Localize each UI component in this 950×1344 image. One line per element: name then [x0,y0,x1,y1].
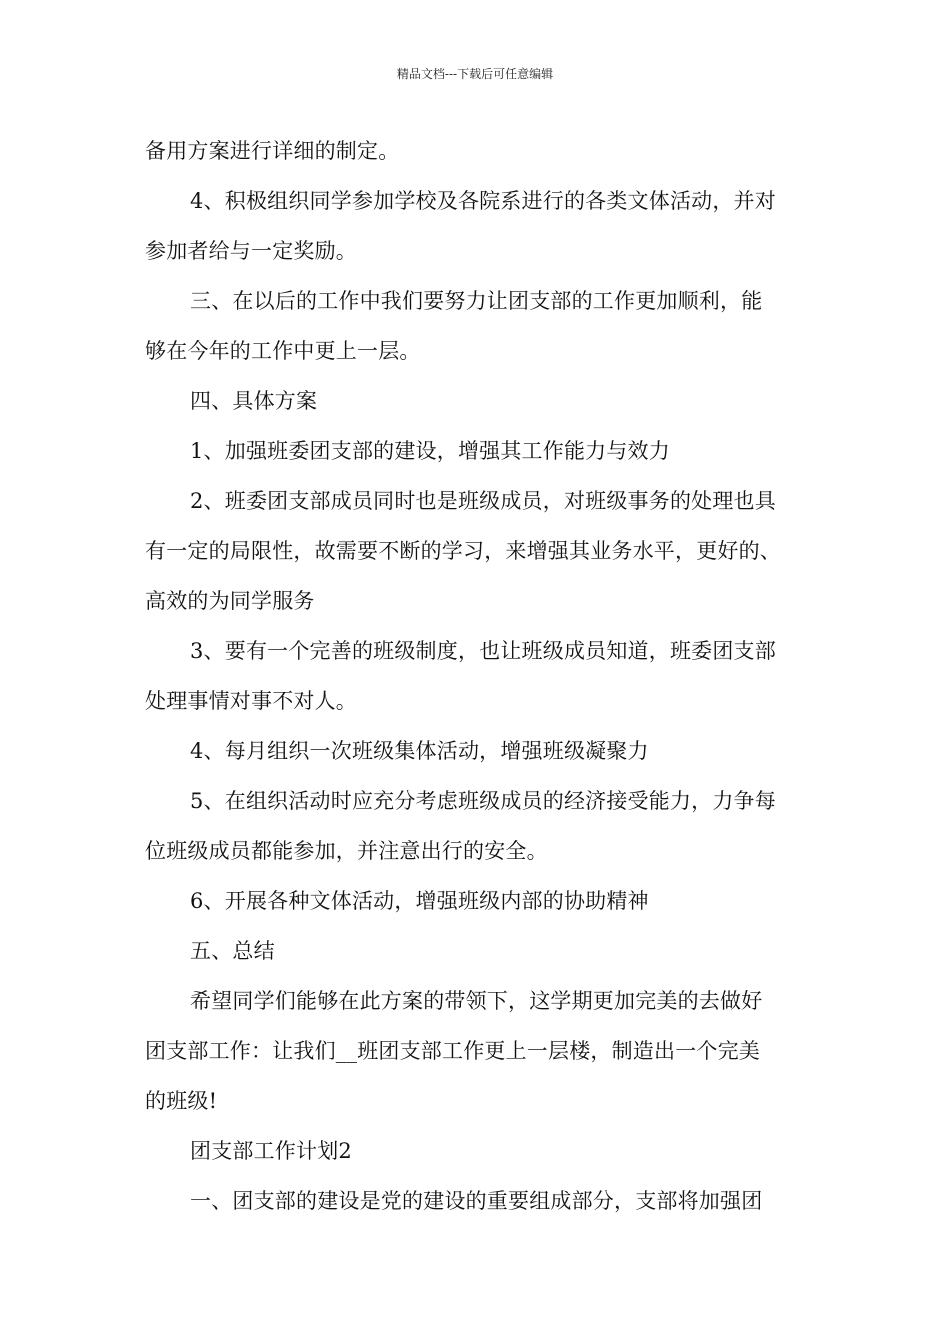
paragraph-line: 3、要有一个完善的班级制度，也让班级成员知道，班委团支部 [190,639,776,663]
paragraph-line: 参加者给与一定奖励。 [145,239,357,263]
paragraph-line: 2、班委团支部成员同时也是班级成员，对班级事务的处理也具 [190,489,776,513]
document-body [145,126,825,1226]
paragraph-line: 够在今年的工作中更上一层。 [145,339,421,363]
paragraph-line: 1、加强班委团支部的建设，增强其工作能力与效力 [190,439,670,463]
paragraph-line: 希望同学们能够在此方案的带领下，这学期更加完美的去做好 [190,989,763,1013]
section-title: 团支部工作计划2 [190,1139,352,1163]
paragraph-line: 5、在组织活动时应充分考虑班级成员的经济接受能力，力争每 [190,789,776,813]
paragraph-line: 处理事情对事不对人。 [145,689,357,713]
paragraph-line: 4、每月组织一次班级集体活动，增强班级凝聚力 [190,739,649,763]
paragraph-line: 高效的为同学服务 [145,589,315,613]
paragraph-line: 的班级! [145,1089,218,1113]
paragraph-line: 有一定的局限性，故需要不断的学习，来增强其业务水平，更好的、 [145,539,781,563]
paragraph-line: 三、在以后的工作中我们要努力让团支部的工作更加顺利，能 [190,289,763,313]
paragraph-line: 团支部工作：让我们__班团支部工作更上一层楼，制造出一个完美 [145,1039,760,1063]
paragraph-line: 6、开展各种文体活动，增强班级内部的协助精神 [190,889,649,913]
section-heading: 四、具体方案 [190,389,318,413]
page-header: 精品文档---下载后可任意编辑 [396,67,554,81]
paragraph-line: 4、积极组织同学参加学校及各院系进行的各类文体活动，并对 [190,189,776,213]
section-heading: 五、总结 [190,939,275,963]
paragraph-line: 一、团支部的建设是党的建设的重要组成部分，支部将加强团 [190,1189,763,1213]
paragraph-line: 位班级成员都能参加，并注意出行的安全。 [145,839,548,863]
paragraph-line: 备用方案进行详细的制定。 [145,139,400,163]
